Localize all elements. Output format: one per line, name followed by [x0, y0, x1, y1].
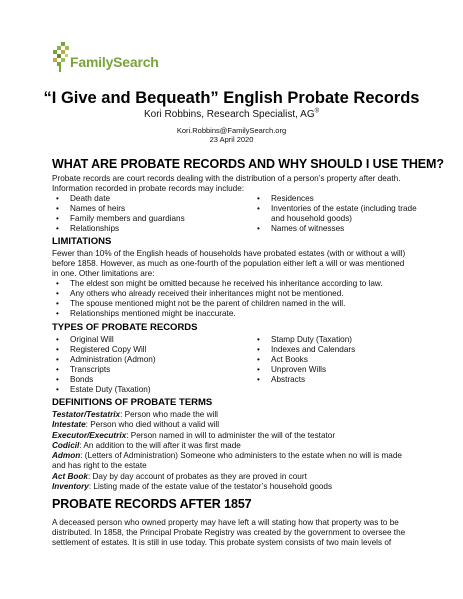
term-definition: : Person who died without a valid will	[85, 420, 220, 430]
list-item: • Registered Copy Will	[52, 345, 252, 355]
term-label: Admon	[52, 451, 81, 461]
definition-item	[52, 482, 412, 492]
limitations-intro: Fewer than 10% of the English heads of households have probated estates (with or without a will) before 1858. However, as much as one-fourth of the population either left a will or was mentioned in one. Other limitations are:	[52, 249, 406, 278]
author-line	[0, 109, 463, 120]
definition-item	[52, 431, 412, 441]
list-item: • Unproven Wills	[253, 365, 418, 375]
list-item: • Original Will	[52, 335, 252, 345]
definition-item	[52, 410, 412, 420]
term-label: Act Book	[52, 471, 88, 481]
list-item: • Indexes and Calendars	[253, 345, 418, 355]
section-heading-definitions: DEFINITIONS OF PROBATE TERMS	[52, 397, 213, 408]
types-left-list	[52, 335, 252, 395]
list-item: • Stamp Duty (Taxation)	[253, 335, 418, 345]
term-definition: : Day by day account of probates as they are proved in court	[87, 471, 307, 481]
section1-left-list	[52, 194, 252, 234]
list-item: • Estate Duty (Taxation)	[52, 385, 252, 395]
definitions-list	[52, 410, 412, 492]
section-heading-what-are: WHAT ARE PROBATE RECORDS AND WHY SHOULD I USE THEM?	[52, 157, 444, 171]
document-title: “I Give and Bequeath” English Probate Records	[43, 89, 420, 107]
term-label: Codicil	[52, 440, 80, 450]
section1-intro: Probate records are court records dealing with the distribution of a person’s property after death. Information recorded in probate records may include:	[52, 174, 401, 193]
author-email[interactable]: Kori.Robbins@FamilySearch.org	[176, 126, 287, 135]
list-item: • The eldest son might be omitted because he received his inheritance according to law.	[52, 279, 412, 289]
list-item: • Transcripts	[52, 365, 252, 375]
logo-wordmark: FamilySearch	[70, 54, 159, 70]
list-item: • Names of witnesses	[253, 224, 418, 234]
section-heading-after-1857: PROBATE RECORDS AFTER 1857	[52, 497, 252, 511]
list-item: • Inventories of the estate (including trade and household goods)	[253, 204, 418, 224]
list-item: • Relationships	[52, 224, 252, 234]
list-item: • Bonds	[52, 375, 252, 385]
list-item: • Names of heirs	[52, 204, 252, 214]
familysearch-logo	[52, 38, 172, 74]
term-definition: : Listing made of the estate value of the testator’s household goods	[88, 482, 333, 492]
limitations-list	[52, 279, 412, 319]
definition-item	[52, 451, 412, 472]
section2-text: A deceased person who owned property may have left a will stating how that property was to be distributed. In 1858, the Principal Probate Registry was created by the government to oversee the settlement of estates. It is still in use today. This probate system consists of two main levels of	[52, 518, 406, 547]
list-item: • Abstracts	[253, 375, 418, 385]
list-item: • Administration (Admon)	[52, 355, 252, 365]
list-item: • Death date	[52, 194, 252, 204]
term-definition: : Person named in will to administer the will of the testator	[126, 430, 336, 440]
section-heading-types: TYPES OF PROBATE RECORDS	[52, 322, 198, 333]
term-label: Executor/Executrix	[52, 430, 127, 440]
types-right-list	[253, 335, 418, 385]
term-definition: : Person who made the will	[120, 410, 218, 419]
list-item: • The spouse mentioned might not be the parent of children named in the will.	[52, 299, 412, 309]
document-date: 23 April 2020	[209, 135, 254, 144]
section1-right-list	[253, 194, 418, 234]
family-tree-logo-icon	[52, 38, 70, 74]
list-item: • Act Books	[253, 355, 418, 365]
list-item: • Family members and guardians	[52, 214, 252, 224]
term-definition: : An addition to the will after it was first made	[79, 440, 241, 450]
term-label: Intestate	[52, 420, 86, 430]
definition-item	[52, 441, 412, 451]
term-label: Inventory	[52, 482, 89, 492]
definition-item	[52, 472, 412, 482]
author-name: Kori Robbins, Research Specialist, AG	[143, 109, 315, 120]
list-item: • Any others who already received their inheritances might not be mentioned.	[52, 289, 412, 299]
list-item: • Relationships mentioned might be inaccurate.	[52, 309, 412, 319]
term-label: Testator/Testatrix	[52, 410, 121, 419]
definition-item	[52, 420, 412, 430]
list-item: • Residences	[253, 194, 418, 204]
section-heading-limitations: LIMITATIONS	[52, 236, 112, 247]
term-definition: : (Letters of Administration) Someone who administers to the estate when no will is made and has right to the estate	[52, 451, 402, 471]
registered-mark: ®	[314, 108, 320, 115]
